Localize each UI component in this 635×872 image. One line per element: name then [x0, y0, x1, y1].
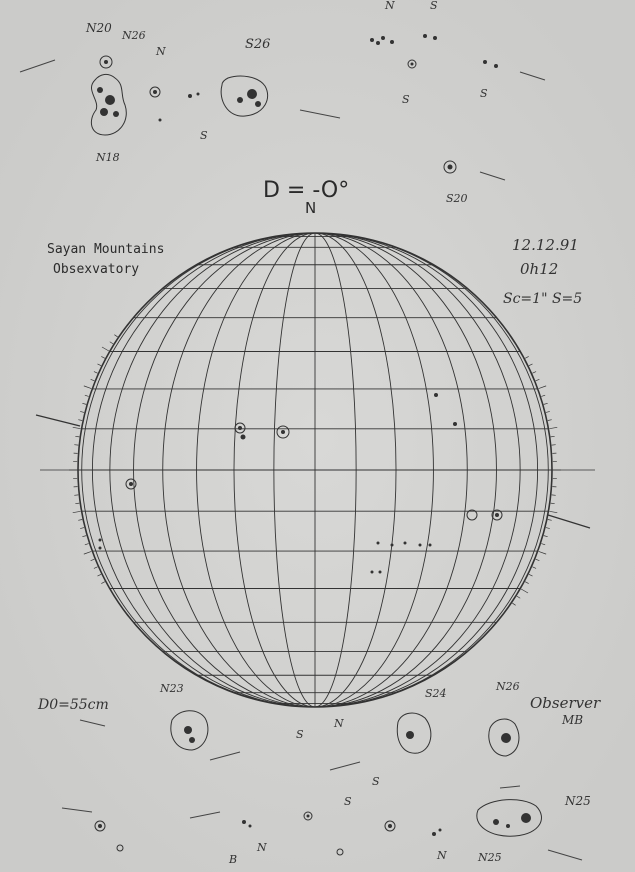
spot-label-bottom-b: B: [229, 853, 238, 866]
sunspot-dot: [99, 547, 102, 550]
sunspot-dot: [448, 165, 453, 170]
disk-diameter-label: D0=55cm: [38, 697, 109, 713]
sunspot-dot: [249, 825, 252, 828]
spot-label-n23: N23: [160, 682, 184, 695]
sunspot-dot: [307, 815, 310, 818]
sunspot-dot: [376, 41, 380, 45]
spot-label-s20: S20: [446, 192, 468, 205]
declination-label: D = -O°: [263, 178, 350, 203]
sunspot-dot: [105, 95, 115, 105]
spot-label-n25: N25: [565, 794, 591, 808]
sunspot-dot: [506, 824, 510, 828]
spot-label-n26-bottom: N26: [496, 680, 520, 693]
sunspot-dot: [197, 93, 200, 96]
sunspot-dot: [247, 89, 257, 99]
spot-label-top-right-s3: S: [480, 87, 488, 100]
sunspot-dot: [419, 544, 422, 547]
sunspot-dot: [381, 36, 385, 40]
spot-label-n25b: N25: [478, 851, 502, 864]
sunspot-dot: [100, 108, 108, 116]
sunspot-dot: [188, 94, 192, 98]
sunspot-dot: [241, 435, 246, 440]
observation-date: 12.12.91: [512, 236, 579, 254]
sunspot-dot: [493, 819, 499, 825]
sunspot-dot: [495, 513, 499, 517]
spot-label-n26: N26: [122, 29, 146, 42]
seeing-label: Sc=1" S=5: [503, 291, 583, 307]
sunspot-dot: [281, 430, 285, 434]
sunspot-dot: [411, 63, 414, 66]
observer-label: Observer: [530, 694, 601, 712]
spot-label-bottom-s2: S: [344, 795, 352, 808]
spot-label-bottom-n3: N: [437, 849, 447, 862]
sunspot-dot: [404, 542, 407, 545]
sunspot-dot: [453, 422, 457, 426]
sunspot-dot: [377, 542, 380, 545]
spot-label-s24: S24: [425, 687, 447, 700]
sunspot-dot: [390, 40, 394, 44]
observatory-name: Sayan Mountains: [47, 242, 165, 257]
sunspot-dot: [104, 60, 108, 64]
spot-label-n20: N20: [86, 21, 112, 35]
spot-label-top-right-s: S: [430, 0, 438, 12]
sunspot-dot: [434, 393, 438, 397]
spot-label-s26: S26: [245, 37, 271, 52]
observation-time: 0h12: [520, 260, 559, 278]
sunspot-dot: [113, 111, 119, 117]
sunspot-dot: [391, 544, 394, 547]
spot-label-n18: N18: [96, 151, 120, 164]
sunspot-dot: [433, 36, 437, 40]
sunspot-dot: [97, 87, 103, 93]
sunspot-dot: [439, 829, 442, 832]
sunspot-dot: [159, 119, 162, 122]
sunspot-dot: [501, 733, 511, 743]
sunspot-dot: [521, 813, 531, 823]
spot-label-bottom-s3: S: [372, 775, 380, 788]
sunspot-dot: [99, 539, 102, 542]
sunspot-dot: [388, 824, 392, 828]
spot-label-bottom-n2: N: [257, 841, 267, 854]
sunspot-dot: [406, 731, 414, 739]
sunspot-dot: [242, 820, 246, 824]
sunspot-dot: [371, 571, 374, 574]
sunspot-dot: [483, 60, 487, 64]
spot-label-top-right-s2: S: [402, 93, 410, 106]
sunspot-dot: [379, 571, 382, 574]
sunspot-dot: [429, 544, 432, 547]
sunspot-dot: [423, 34, 427, 38]
observatory-name-line2: Obsexvatory: [53, 262, 140, 277]
north-marker: N: [305, 199, 317, 217]
spot-label-n: N: [156, 45, 166, 58]
sunspot-dot: [153, 90, 157, 94]
sunspot-dot: [238, 426, 242, 430]
sunspot-dot: [432, 832, 436, 836]
sunspot-dot: [237, 97, 243, 103]
sunspot-dot: [189, 737, 195, 743]
spot-label-bottom-n: N: [334, 717, 344, 730]
sunspot-dot: [129, 482, 133, 486]
sunspot-dot: [184, 726, 192, 734]
sunspot-dot: [98, 824, 102, 828]
sunspot-dot: [370, 38, 374, 42]
spot-label-top-right-n: N: [385, 0, 395, 12]
spot-label-s: S: [200, 129, 208, 142]
spot-label-bottom-s: S: [296, 728, 304, 741]
sunspot-dot: [494, 64, 498, 68]
sunspot-dot: [255, 101, 261, 107]
observer-initials: MB: [562, 713, 584, 727]
